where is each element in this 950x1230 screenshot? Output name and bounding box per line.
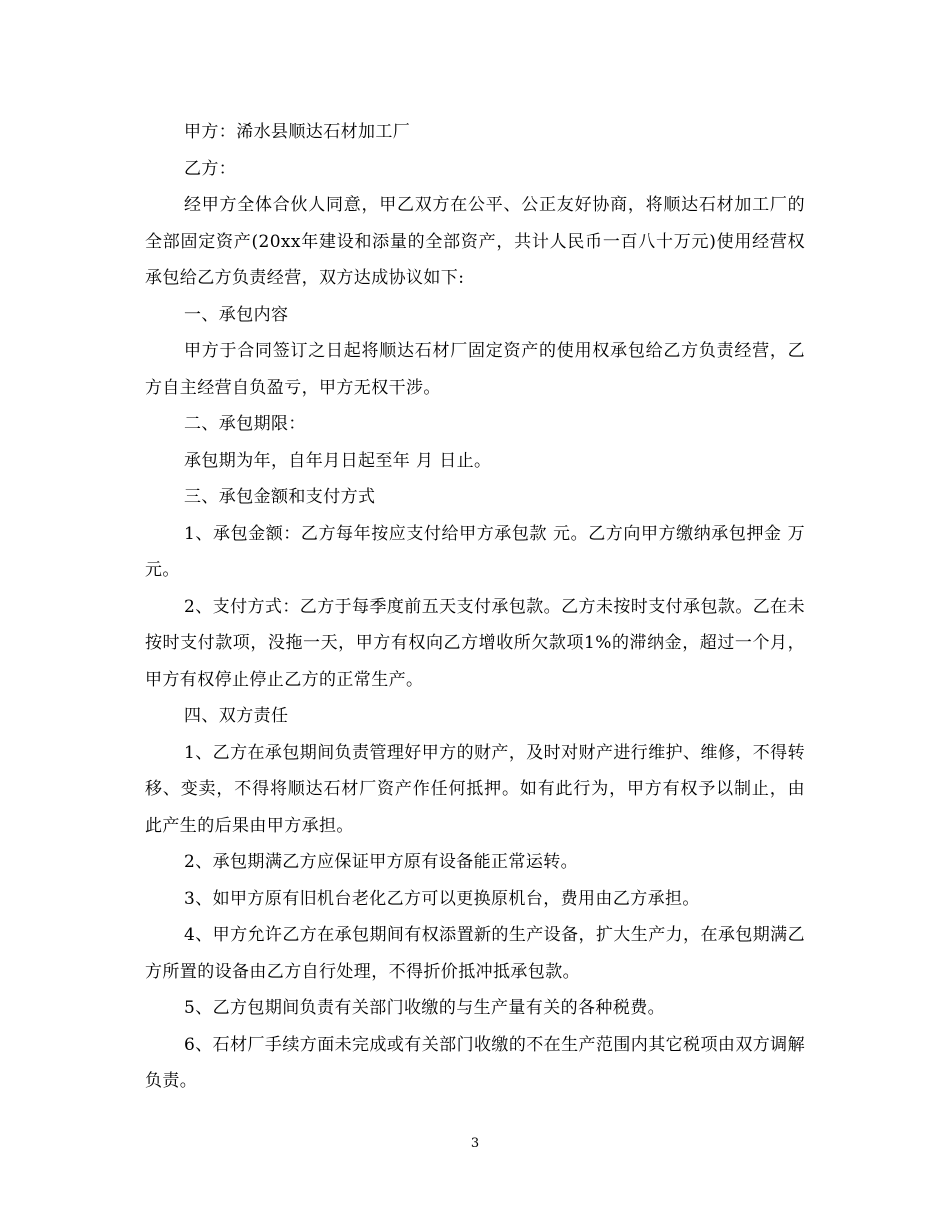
contract-body [145,114,805,1100]
payment-method-paragraph: 2、支付方式：乙方于每季度前五天支付承包款。乙方未按时支付承包款。乙在未按时支付款项，没拖一天，甲方有权向乙方增收所欠款项1%的滞纳金，超过一个月，甲方有权停止停止乙方的正常生产。 [145,596,805,690]
responsibility-item-4: 4、甲方允许乙方在承包期间有权添置新的生产设备，扩大生产力，在承包期满乙方所置的设备由乙方自行处理，不得折价抵冲抵承包款。 [145,925,805,982]
responsibility-item-6: 6、石材厂手续方面未完成或有关部门收缴的不在生产范围内其它税项由双方调解负责。 [145,1034,805,1091]
contents-paragraph: 甲方于合同签订之日起将顺达石材厂固定资产的使用权承包给乙方负责经营，乙方自主经营自负盈亏，甲方无权干涉。 [145,341,805,398]
page-number: 3 [470,1136,480,1151]
party-a-line: 甲方：浠水县顺达石材加工厂 [184,122,411,142]
responsibility-item-1: 1、乙方在承包期间负责管理好甲方的财产，及时对财产进行维护、维修，不得转移、变卖，不得将顺达石材厂资产作任何抵押。如有此行为，甲方有权予以制止，由此产生的后果由甲方承担。 [145,742,805,836]
responsibility-item-2: 2、承包期满乙方应保证甲方原有设备能正常运转。 [184,852,579,872]
responsibility-item-5: 5、乙方包期间负责有关部门收缴的与生产量有关的各种税费。 [184,998,666,1018]
payment-amount-paragraph: 1、承包金额：乙方每年按应支付给甲方承包款 元。乙方向甲方缴纳承包押金 万元。 [145,523,805,580]
section-heading-term: 二、承包期限： [184,414,306,434]
term-paragraph: 承包期为年，自年月日起至年 月 日止。 [184,450,492,471]
party-b-line: 乙方： [184,158,237,179]
section-heading-responsibilities: 四、双方责任 [184,706,289,726]
section-heading-payment: 三、承包金额和支付方式 [184,487,376,507]
responsibility-item-3: 3、如甲方原有旧机台老化乙方可以更换原机台，费用由乙方承担。 [184,888,700,909]
preamble-paragraph: 经甲方全体合伙人同意，甲乙双方在公平、公正友好协商，将顺达石材加工厂的全部固定资产(20xx年建设和添量的全部资产，共计人民币一百八十万元)使用经营权承包给乙方负责经营，双方达成协议如下: [145,195,805,288]
section-heading-contents: 一、承包内容 [184,304,289,325]
